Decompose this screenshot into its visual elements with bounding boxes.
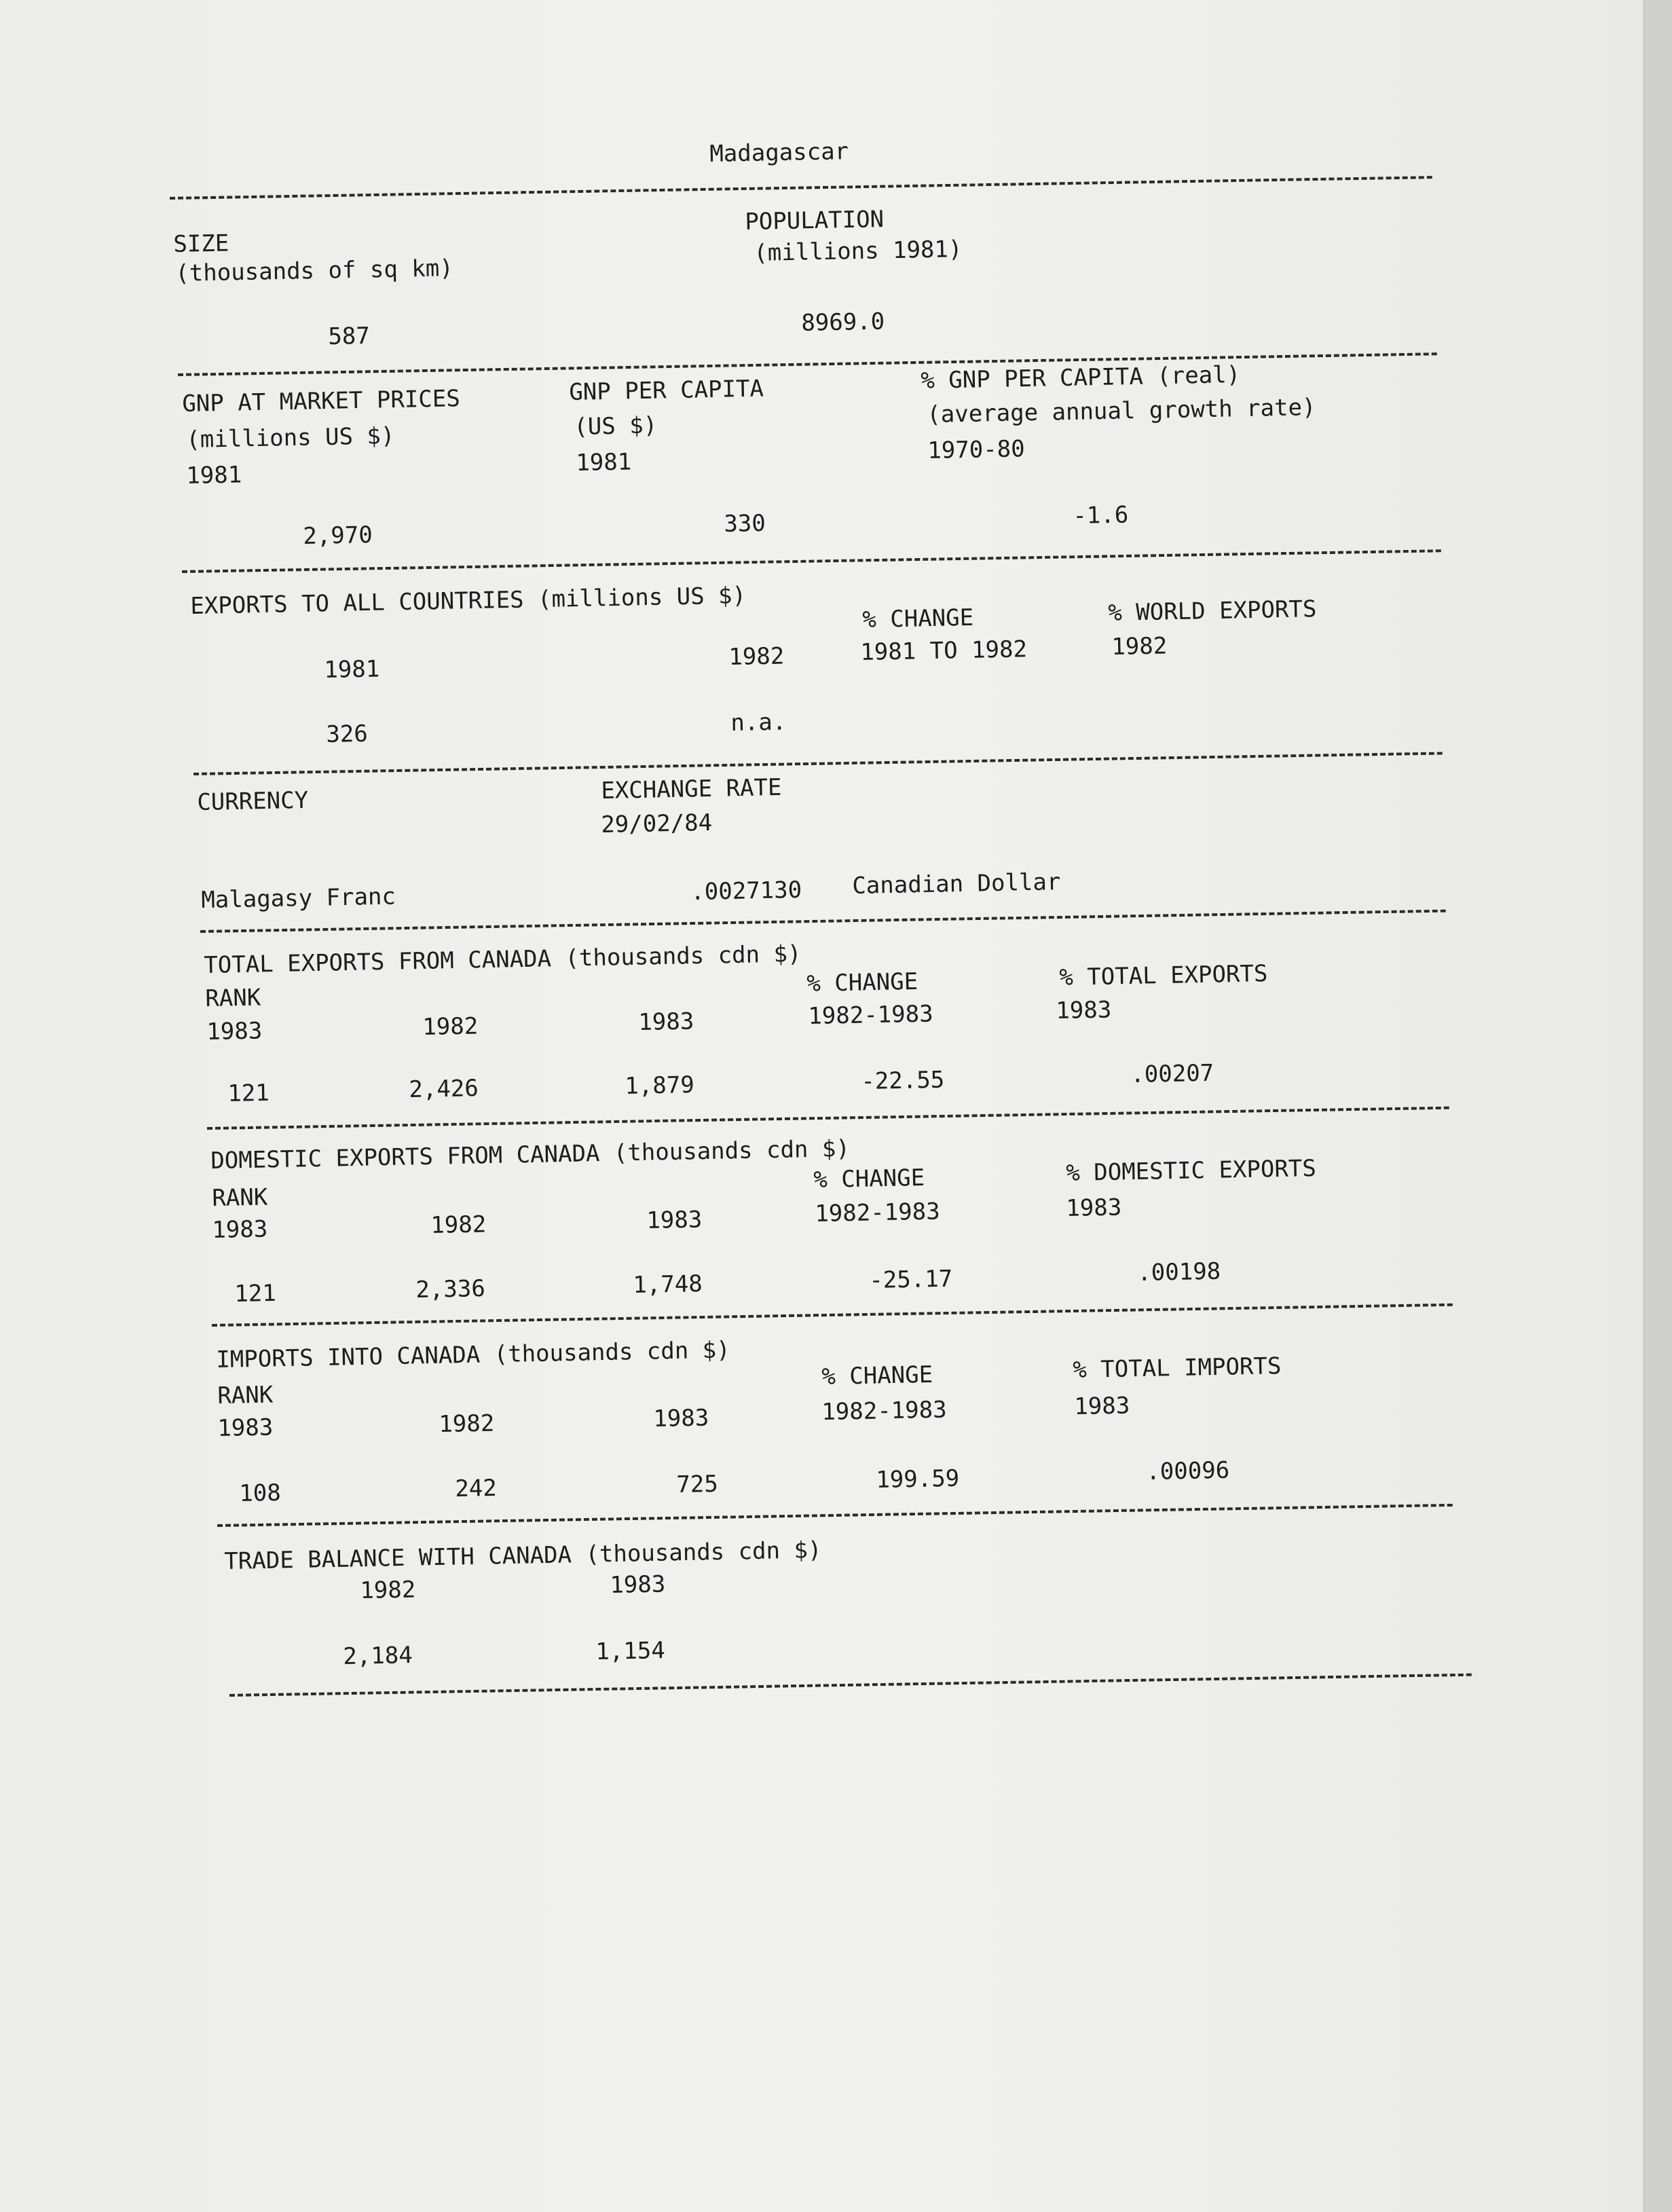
imports-value-1982: 242 [455,1474,498,1503]
divider-rule [212,1304,1453,1327]
total-exports-year-1983: 1983 [638,1008,694,1036]
population-label: POPULATION [745,206,885,236]
imports-share-label: % TOTAL IMPORTS [1073,1352,1282,1384]
imports-year-1983: 1983 [653,1404,709,1433]
total-exports-rank-year: 1983 [206,1017,263,1046]
exchange-rate-date: 29/02/84 [601,809,713,838]
gnp-growth-years: 1970-80 [927,435,1026,464]
exports-all-world-label: % WORLD EXPORTS [1108,595,1317,627]
trade-balance-year-1982: 1982 [360,1576,416,1604]
gnp-capita-value: 330 [724,509,766,538]
exports-all-value-1982: n.a. [730,708,787,737]
imports-change-label: % CHANGE [821,1361,933,1390]
gnp-growth-value: -1.6 [1073,501,1129,530]
total-exports-year-1982: 1982 [422,1012,479,1041]
exports-all-label: EXPORTS TO ALL COUNTRIES (millions US $) [190,582,747,620]
domestic-exports-change-label: % CHANGE [813,1164,925,1194]
gnp-capita-unit-label: (US $) [574,411,658,441]
total-exports-change-years: 1982-1983 [808,1000,933,1030]
divider-rule [182,549,1441,573]
gnp-market-unit-label: (millions US $) [186,422,395,454]
exports-all-change-years: 1981 TO 1982 [860,635,1028,666]
divider-rule [193,752,1443,775]
domestic-exports-change-value: -25.17 [869,1265,953,1294]
domestic-exports-share-value: .00198 [1137,1257,1221,1287]
trade-balance-label: TRADE BALANCE WITH CANADA (thousands cdn $) [224,1536,822,1575]
exports-all-world-year: 1982 [1111,632,1168,661]
imports-share-value: .00096 [1146,1456,1230,1486]
imports-rank-label: RANK [217,1381,274,1409]
total-exports-share-value: .00207 [1130,1059,1214,1088]
exports-all-value-1981: 326 [326,720,369,748]
total-exports-change-label: % CHANGE [806,967,918,997]
size-label: SIZE [173,229,229,258]
imports-rank-year: 1983 [217,1414,274,1442]
divider-rule [229,1674,1472,1697]
domestic-exports-value-1982: 2,336 [415,1275,486,1304]
domestic-exports-change-years: 1982-1983 [815,1198,940,1228]
exports-all-change-label: % CHANGE [862,604,974,633]
trade-balance-value-1983: 1,154 [595,1637,666,1665]
trade-balance-year-1983: 1983 [610,1570,666,1599]
gnp-market-value: 2,970 [303,521,373,550]
imports-rank: 108 [239,1479,282,1507]
domestic-exports-label: DOMESTIC EXPORTS FROM CANADA (thousands cdn $) [210,1135,851,1175]
imports-change-years: 1982-1983 [821,1396,947,1426]
size-value: 587 [328,322,371,350]
domestic-exports-rank-label: RANK [212,1183,268,1212]
gnp-growth-label: % GNP PER CAPITA (real) [921,361,1241,394]
population-unit-label: (millions 1981) [754,236,963,267]
gnp-capita-year: 1981 [576,448,632,477]
imports-share-year: 1983 [1074,1392,1130,1420]
total-exports-change-value: -22.55 [861,1066,945,1095]
size-unit-label: (thousands of sq km) [175,255,454,287]
total-exports-value-1982: 2,426 [409,1075,479,1103]
domestic-exports-rank-year: 1983 [212,1215,268,1244]
total-exports-rank: 121 [227,1079,270,1107]
exports-all-year-1982: 1982 [728,642,785,671]
page-title: Madagascar [709,138,849,168]
currency-label: CURRENCY [197,786,309,816]
divider-rule [200,910,1446,933]
page-edge [1643,0,1672,2212]
gnp-market-year: 1981 [186,461,242,490]
imports-change-value: 199.59 [876,1464,960,1494]
exchange-rate-value: .0027130 [690,876,802,906]
domestic-exports-rank: 121 [234,1279,277,1308]
total-exports-value-1983: 1,879 [625,1071,695,1100]
divider-rule [207,1107,1449,1130]
currency-name: Malagasy Franc [201,883,396,914]
total-exports-share-year: 1983 [1056,996,1112,1025]
gnp-capita-label: GNP PER CAPITA [569,375,764,406]
divider-rule [170,176,1432,200]
imports-year-1982: 1982 [439,1409,495,1438]
imports-label: IMPORTS INTO CANADA (thousands cdn $) [216,1336,731,1374]
exports-all-year-1981: 1981 [324,655,380,684]
population-value: 8969.0 [801,308,885,337]
divider-rule [178,352,1437,376]
exchange-rate-unit: Canadian Dollar [852,868,1061,900]
gnp-market-label: GNP AT MARKET PRICES [182,385,461,418]
total-exports-label: TOTAL EXPORTS FROM CANADA (thousands cdn $) [204,940,802,979]
divider-rule [217,1504,1453,1527]
exchange-rate-label: EXCHANGE RATE [601,773,782,805]
domestic-exports-year-1983: 1983 [646,1206,703,1234]
imports-value-1983: 725 [676,1470,719,1498]
gnp-growth-unit-label: (average annual growth rate) [927,393,1316,428]
domestic-exports-year-1982: 1982 [430,1211,487,1239]
total-exports-share-label: % TOTAL EXPORTS [1059,960,1268,991]
domestic-exports-share-year: 1983 [1066,1194,1122,1222]
total-exports-rank-label: RANK [205,984,261,1012]
domestic-exports-value-1983: 1,748 [633,1270,703,1299]
domestic-exports-share-label: % DOMESTIC EXPORTS [1066,1154,1317,1187]
trade-balance-value-1982: 2,184 [343,1642,413,1670]
